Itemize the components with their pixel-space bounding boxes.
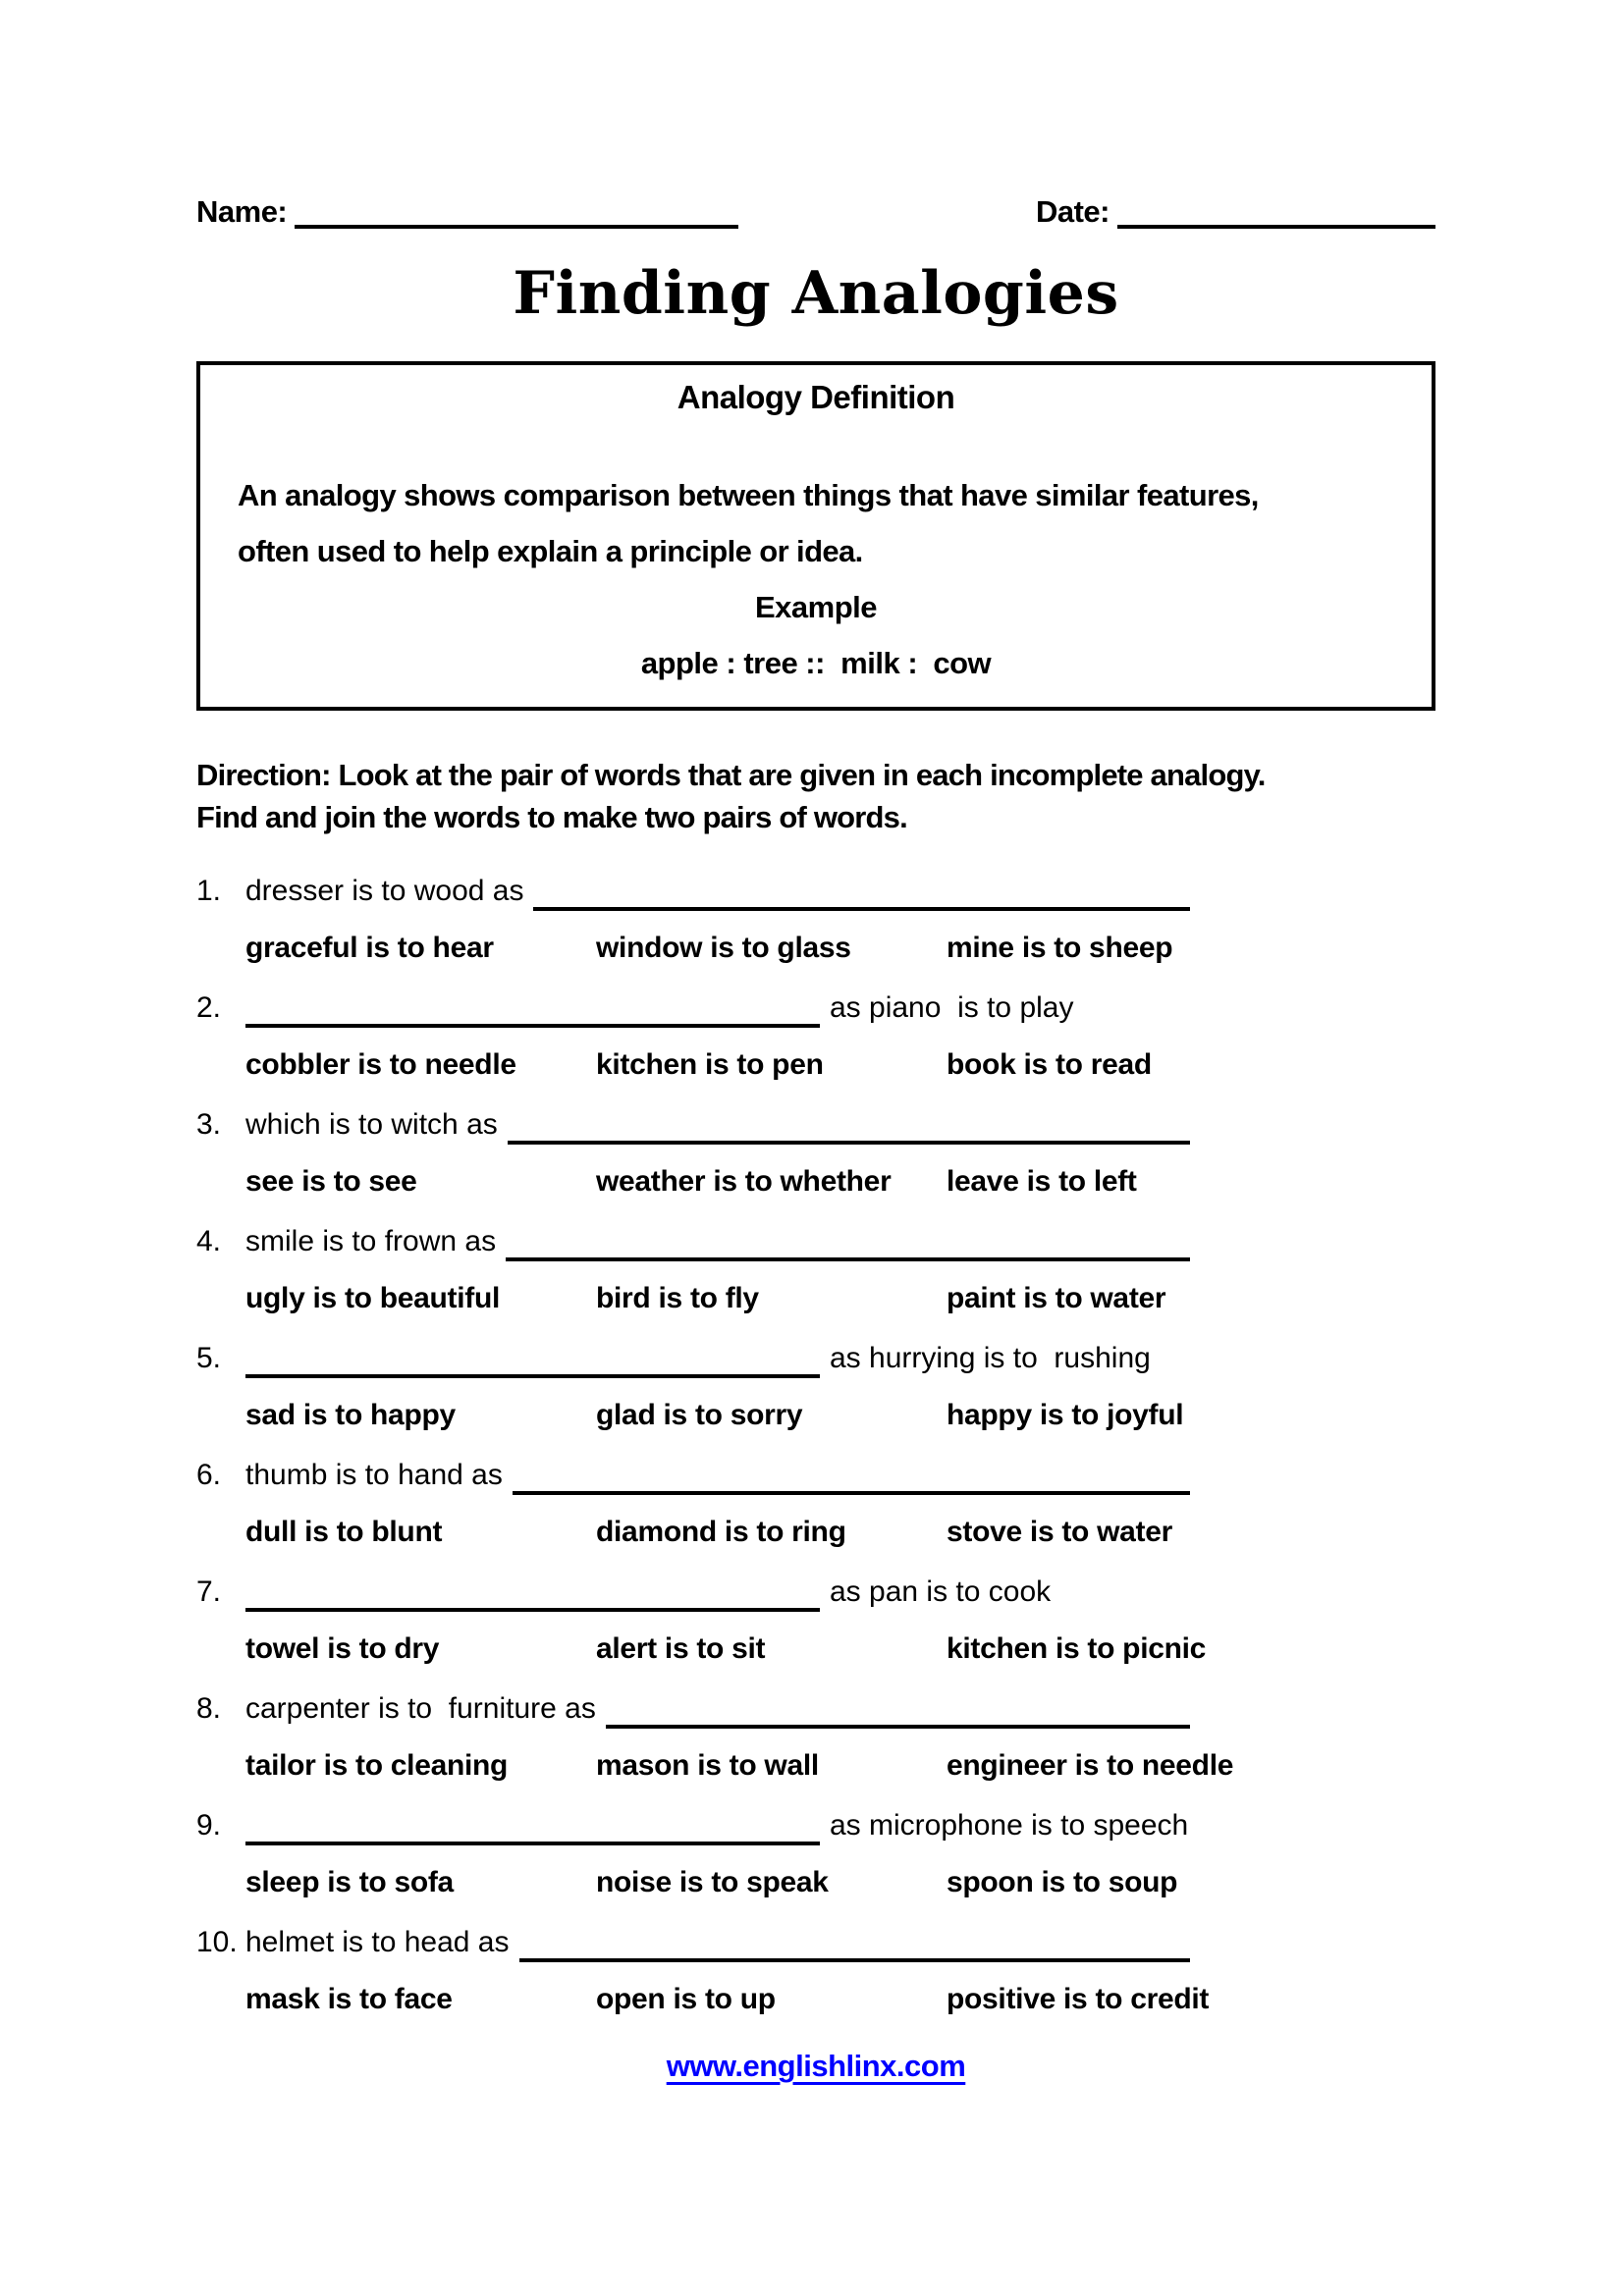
question-line (196, 990, 1190, 1028)
question-item (196, 1458, 1435, 1550)
option-word-pair: alert is to sit (596, 1632, 766, 1665)
answer-blank (245, 990, 820, 1028)
option-row (196, 1164, 1435, 1200)
option-word-pair: positive is to credit (947, 1983, 1210, 2015)
option-word-pair: kitchen is to picnic (947, 1632, 1207, 1665)
option-row (196, 1281, 1435, 1316)
option-word-pair: spoon is to soup (947, 1866, 1178, 1898)
option-word-pair: noise is to speak (596, 1866, 829, 1898)
option-word-pair: sleep is to sofa (245, 1866, 454, 1898)
question-number: 9. (196, 1809, 222, 1842)
question-text: dresser is to wood as (245, 875, 524, 907)
question-line (196, 1575, 1190, 1612)
question-number: 2. (196, 991, 222, 1024)
option-row (196, 1398, 1435, 1433)
option-word-pair: window is to glass (596, 932, 851, 964)
answer-blank (519, 1925, 1191, 1962)
option-word-pair: glad is to sorry (596, 1399, 803, 1431)
option-word-pair: dull is to blunt (245, 1516, 443, 1548)
date-label: Date: (1035, 194, 1110, 229)
answer-blank (506, 1224, 1190, 1261)
question-line (196, 1808, 1190, 1845)
question-item (196, 990, 1435, 1083)
question-item (196, 1575, 1435, 1667)
question-number: 8. (196, 1692, 222, 1725)
option-word-pair: kitchen is to pen (596, 1048, 824, 1081)
option-word-pair: stove is to water (947, 1516, 1172, 1548)
question-number: 6. (196, 1459, 222, 1491)
question-item (196, 1808, 1435, 1900)
option-word-pair: graceful is to hear (245, 932, 494, 964)
website-link[interactable]: www.englishlinx.com (666, 2049, 966, 2083)
question-line (196, 1224, 1190, 1261)
definition-box (196, 361, 1435, 711)
option-word-pair: mask is to face (245, 1983, 453, 2015)
question-item (196, 1107, 1435, 1200)
answer-blank (508, 1107, 1190, 1145)
direction-line: Find and join the words to make two pairs of words. (196, 800, 907, 834)
question-item (196, 1925, 1435, 2017)
question-number: 7. (196, 1575, 222, 1608)
option-word-pair: mason is to wall (596, 1749, 819, 1782)
answer-blank (513, 1458, 1190, 1495)
option-word-pair: leave is to left (947, 1165, 1137, 1198)
option-word-pair: weather is to whether (596, 1165, 892, 1198)
option-word-pair: diamond is to ring (596, 1516, 846, 1548)
question-number: 10. (196, 1926, 238, 1958)
question-item (196, 1341, 1435, 1433)
question-line (196, 1107, 1190, 1145)
option-word-pair: bird is to fly (596, 1282, 759, 1314)
option-row (196, 1631, 1435, 1667)
option-word-pair: engineer is to needle (947, 1749, 1234, 1782)
answer-blank (606, 1691, 1190, 1729)
worksheet-content (196, 194, 1435, 2084)
option-word-pair: see is to see (245, 1165, 417, 1198)
question-number: 4. (196, 1225, 222, 1257)
example-analogy: apple : tree :: milk : cow (640, 646, 992, 680)
option-word-pair: happy is to joyful (947, 1399, 1184, 1431)
question-item (196, 1691, 1435, 1784)
date-field (1036, 194, 1435, 230)
question-text: carpenter is to furniture as (245, 1692, 596, 1725)
question-item (196, 874, 1435, 966)
question-line (196, 1925, 1190, 1962)
option-row (196, 1047, 1435, 1083)
name-blank-line (295, 225, 738, 229)
date-blank-line (1117, 225, 1435, 229)
option-row (196, 1982, 1435, 2017)
example-label: Example (754, 590, 877, 624)
direction-line: Direction: Look at the pair of words that are given in each incomplete analogy. (196, 758, 1266, 792)
answer-blank (245, 1808, 820, 1845)
option-word-pair: paint is to water (947, 1282, 1166, 1314)
direction-text (196, 754, 1435, 838)
question-text: as pan is to cook (830, 1575, 1052, 1608)
definition-body (238, 467, 1394, 579)
question-line (196, 1458, 1190, 1495)
option-word-pair: sad is to happy (245, 1399, 456, 1431)
option-row (196, 1515, 1435, 1550)
question-number: 1. (196, 875, 222, 907)
answer-blank (245, 1341, 820, 1378)
question-item (196, 1224, 1435, 1316)
question-number: 3. (196, 1108, 222, 1141)
question-text: thumb is to hand as (245, 1459, 503, 1491)
question-line (196, 1341, 1190, 1378)
answer-blank (245, 1575, 820, 1612)
option-row (196, 1748, 1435, 1784)
question-text: as microphone is to speech (830, 1809, 1189, 1842)
question-line (196, 1691, 1190, 1729)
page-title: Finding Analogies (513, 259, 1119, 328)
header-row (196, 194, 1435, 230)
name-label: Name: (196, 194, 288, 229)
question-text: smile is to frown as (245, 1225, 497, 1257)
question-text: as piano is to play (830, 991, 1074, 1024)
option-word-pair: tailor is to cleaning (245, 1749, 509, 1782)
option-word-pair: ugly is to beautiful (245, 1282, 501, 1314)
option-word-pair: cobbler is to needle (245, 1048, 516, 1081)
footer (196, 2049, 1435, 2084)
definition-text-line: An analogy shows comparison between things that have similar features, (238, 478, 1259, 512)
option-word-pair: open is to up (596, 1983, 776, 2015)
option-word-pair: towel is to dry (245, 1632, 440, 1665)
name-field (196, 194, 738, 230)
question-line (196, 874, 1190, 911)
question-text: helmet is to head as (245, 1926, 510, 1958)
option-word-pair: mine is to sheep (947, 932, 1173, 964)
question-number: 5. (196, 1342, 222, 1374)
option-word-pair: book is to read (947, 1048, 1152, 1081)
question-text: which is to witch as (245, 1108, 498, 1141)
answer-blank (533, 874, 1190, 911)
definition-heading: Analogy Definition (677, 379, 955, 415)
option-row (196, 1865, 1435, 1900)
question-list (196, 874, 1435, 2017)
question-text: as hurrying is to rushing (830, 1342, 1151, 1374)
option-row (196, 931, 1435, 966)
definition-text-line: often used to help explain a principle or idea. (238, 534, 863, 568)
